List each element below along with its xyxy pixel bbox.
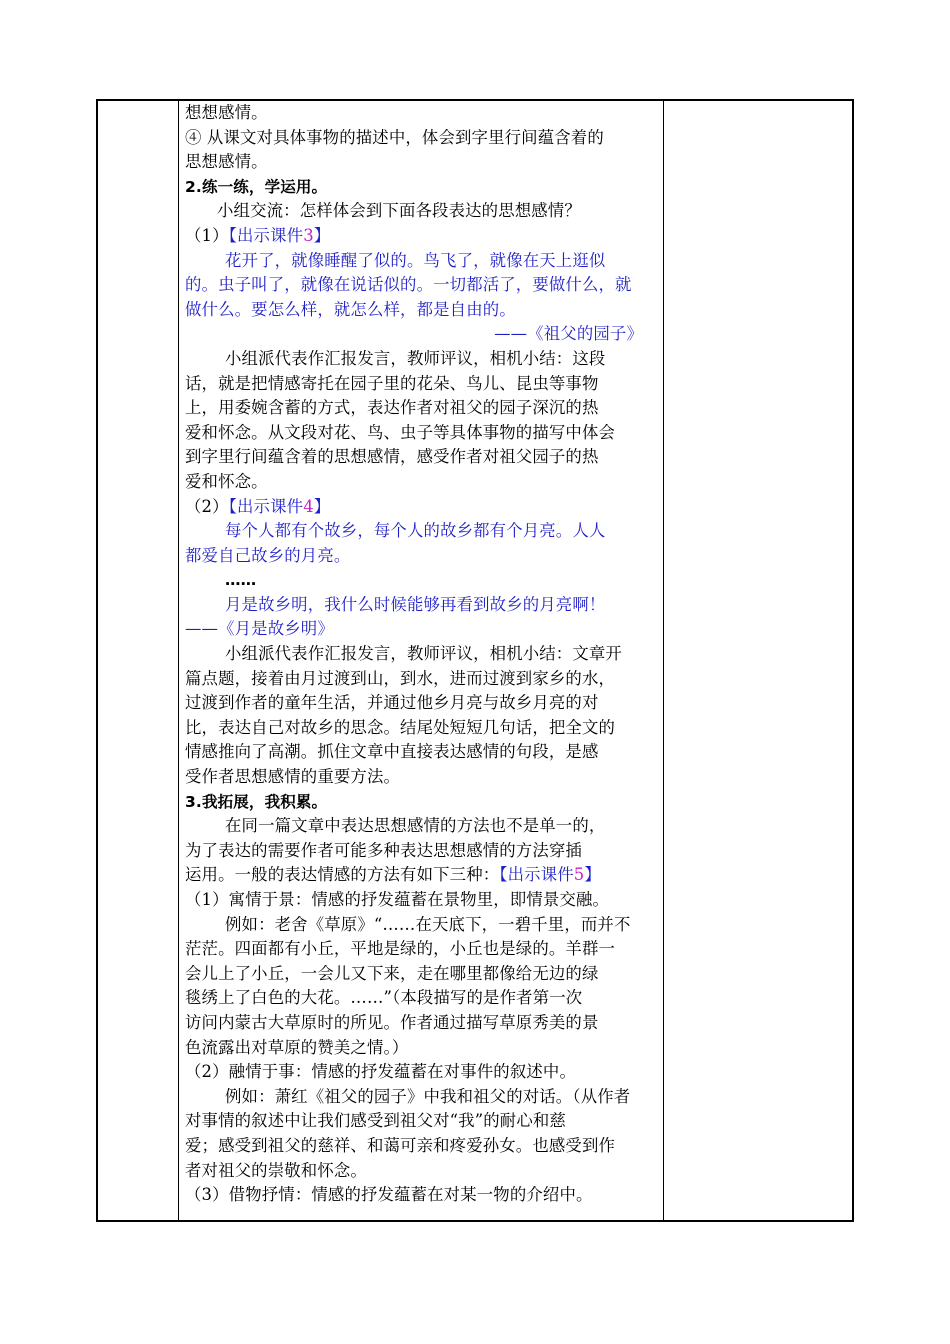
courseware-label: 【出示课件: [499, 865, 574, 885]
courseware-number: 3: [303, 225, 314, 245]
text-line: （2）融情于事：情感的抒发蕴蓄在对事件的叙述中。: [185, 1062, 577, 1082]
text-line: 者对祖父的崇敬和怀念。: [185, 1160, 367, 1180]
text-segment: 运用。一般的表达情感的方法有如下三种：: [185, 865, 500, 885]
text-line: 思想感情。: [185, 152, 268, 172]
text-line: 访问内蒙古大草原时的所见。作者通过描写草原秀美的景: [185, 1012, 599, 1032]
text-line: 比，表达自己对故乡的思念。结尾处短短几句话，把全文的: [185, 717, 616, 737]
text-line: 茫茫。四面都有小丘，平地是绿的，小丘也是绿的。羊群一: [185, 939, 616, 959]
courseware-bracket: 】: [584, 865, 601, 885]
courseware-label: 【出示课件: [228, 496, 304, 516]
text-line: 为了表达的需要作者可能多种表达思想感情的方法穿插: [185, 840, 582, 860]
text-line: 会儿上了小丘，一会儿又下来，走在哪里都像给无边的绿: [185, 963, 599, 983]
text-line: 在同一篇文章中表达思想感情的方法也不是单一的，: [225, 816, 606, 836]
text-line: 爱和怀念。: [185, 471, 268, 491]
courseware-number: 5: [573, 865, 585, 885]
quote-line: 做什么。要怎么样，就怎么样，都是自由的。: [185, 299, 516, 319]
text-line: （1）寓情于景：情感的抒发蕴蓄在景物里，即情景交融。: [185, 890, 610, 909]
text-line: ④ 从课文对具体事物的描述中，体会到字里行间蕴含着的: [185, 127, 604, 147]
text-line: 想想感情。: [185, 103, 268, 122]
text-line: 受作者思想感情的重要方法。: [185, 767, 401, 787]
quote-line: 的。虫子叫了，就像在说话似的。一切都活了，要做什么，就: [185, 275, 632, 295]
text-line: （3）借物抒情：情感的抒发蕴蓄在对某一物的介绍中。: [185, 1185, 593, 1205]
item-number: （2）: [185, 496, 229, 516]
courseware-number: 4: [303, 496, 314, 516]
text-line: 例如：老舍《草原》“……在天底下，一碧千里，而并不: [225, 914, 631, 934]
text-line: 爱和怀念。从文段对花、鸟、虫子等具体事物的描写中体会: [185, 422, 616, 442]
text-line: 过渡到作者的童年生活，并通过他乡月亮与故乡月亮的对: [185, 693, 599, 713]
courseware-bracket: 】: [313, 225, 331, 245]
text-line: 例如：萧红《祖父的园子》中我和祖父的对话。（从作者: [225, 1086, 631, 1106]
courseware-bracket: 】: [313, 496, 331, 516]
text-line: 篇点题，接着由月过渡到山，到水，进而过渡到家乡的水，: [185, 668, 616, 688]
quote-source: ——《月是故乡明》: [185, 619, 334, 639]
text-line: 到字里行间蕴含着的思想感情，感受作者对祖父园子的热: [185, 447, 599, 467]
ellipsis: ……: [225, 571, 257, 590]
courseware-line: [185, 495, 665, 520]
quote-line: 都爱自己故乡的月亮。: [185, 545, 351, 565]
quote-source: ——《祖父的园子》: [494, 324, 643, 344]
quote-line: 每个人都有个故乡，每个人的故乡都有个月亮。人人: [225, 521, 606, 541]
text-line: 毯绣上了白色的大花。……”（本段描写的是作者第一次: [185, 988, 583, 1008]
lesson-content: [185, 101, 665, 1208]
column-divider-left: [178, 101, 179, 1220]
quote-line: 月是故乡明，我什么时候能够再看到故乡的月亮啊！: [225, 594, 606, 614]
section-heading: 3.我拓展，我积累。: [185, 792, 328, 811]
courseware-label: 【出示课件: [228, 225, 304, 245]
section-heading: 2.练一练，学运用。: [185, 177, 328, 196]
text-line: 小组派代表作汇报发言，教师评议，相机小结：文章开: [225, 644, 622, 664]
quote-line: 花开了，就像睡醒了似的。鸟飞了，就像在天上逛似: [225, 250, 606, 270]
text-line: 话，就是把情感寄托在园子里的花朵、鸟儿、昆虫等事物: [185, 373, 599, 393]
item-number: （1）: [185, 225, 229, 245]
courseware-line: [185, 224, 665, 249]
text-line: 情感推向了高潮。抓住文章中直接表达感情的句段，是感: [185, 742, 599, 762]
text-line: 爱；感受到祖父的慈祥、和蔼可亲和疼爱孙女。也感受到作: [185, 1135, 616, 1155]
text-line: 对事情的叙述中让我们感受到祖父对“我”的耐心和慈: [185, 1111, 566, 1131]
text-line: 上，用委婉含蓄的方式，表达作者对祖父的园子深沉的热: [185, 398, 599, 418]
courseware-line: [185, 863, 665, 888]
text-line: 色流露出对草原的赞美之情。）: [185, 1037, 409, 1057]
text-line: 小组派代表作汇报发言，教师评议，相机小结：这段: [225, 348, 606, 368]
text-line: 小组交流：怎样体会到下面各段表达的思想感情？: [217, 201, 581, 221]
